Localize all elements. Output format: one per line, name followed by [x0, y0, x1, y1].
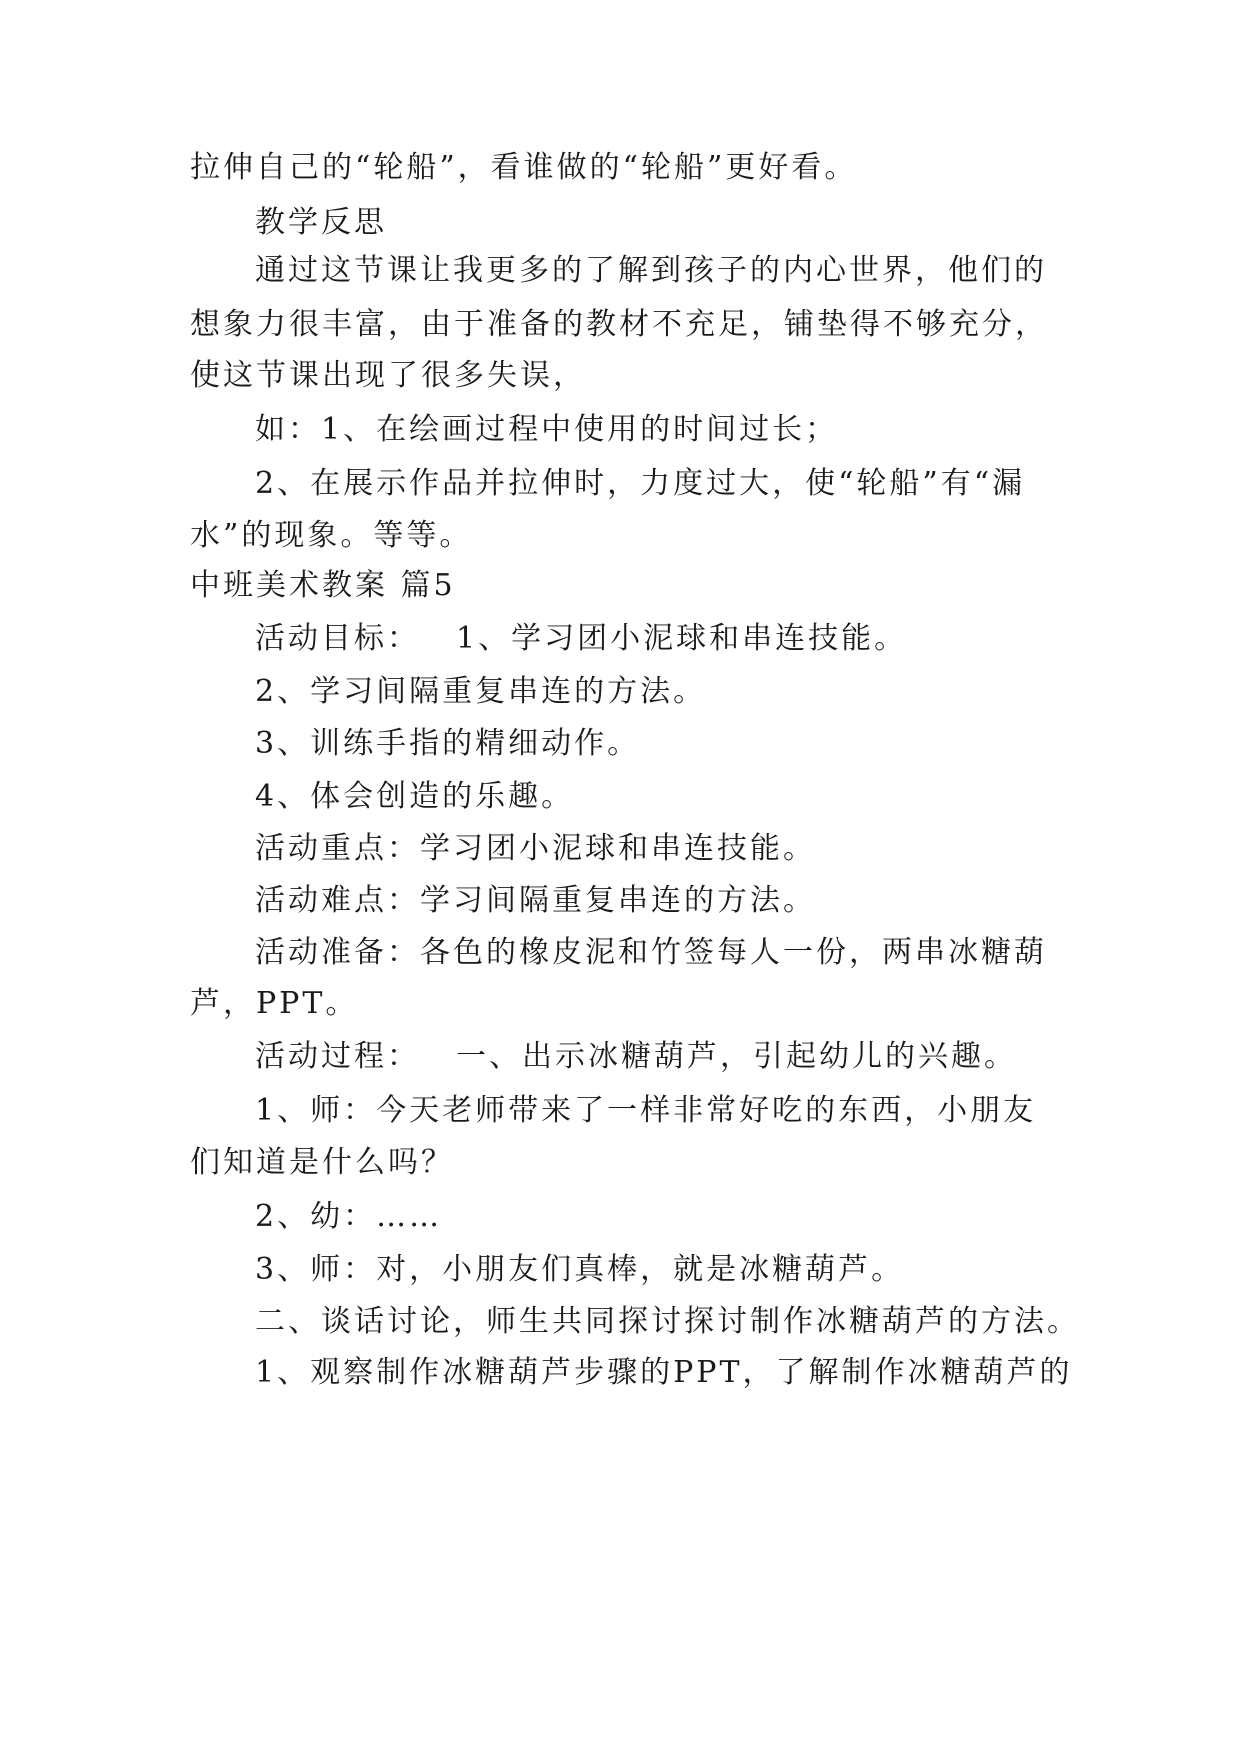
text-line: 水”的现象。等等。	[190, 518, 473, 553]
text-line: 芦，PPT。	[190, 986, 359, 1021]
text-line: 活动准备：各色的橡皮泥和竹签每人一份，两串冰糖葫	[255, 935, 1047, 970]
text-line: 4、体会创造的乐趣。	[255, 779, 575, 814]
text-line: 活动难点：学习间隔重复串连的方法。	[255, 883, 816, 918]
label: 活动过程：	[255, 1039, 420, 1074]
text-line	[255, 619, 1070, 659]
text-line: 3、训练手指的精细动作。	[255, 726, 641, 761]
text: 一、出示冰糖葫芦，引起幼儿的兴趣。	[456, 1039, 1017, 1074]
text-line: 2、幼：……	[255, 1199, 443, 1234]
article-title: 中班美术教案 篇5	[190, 568, 456, 603]
text-line: 通过这节课让我更多的了解到孩子的内心世界，他们的	[255, 253, 1047, 288]
text-line: 二、谈话讨论，师生共同探讨探讨制作冰糖葫芦的方法。	[255, 1304, 1080, 1339]
text-line: 活动重点：学习团小泥球和串连技能。	[255, 831, 816, 866]
text-line	[255, 1037, 1070, 1077]
text-line: 2、在展示作品并拉伸时，力度过大，使“轮船”有“漏	[255, 466, 1026, 501]
text: 1、学习团小泥球和串连技能。	[456, 621, 908, 656]
text-line: 2、学习间隔重复串连的方法。	[255, 674, 707, 709]
text-line: 1、师：今天老师带来了一样非常好吃的东西，小朋友	[255, 1093, 1037, 1128]
text-line: 使这节课出现了很多失误，	[190, 358, 586, 393]
text-line: 想象力很丰富，由于准备的教材不充足，铺垫得不够充分，	[190, 307, 1048, 342]
label: 活动目标：	[255, 621, 420, 656]
section-heading: 教学反思	[255, 205, 387, 240]
text-line: 拉伸自己的“轮船”，看谁做的“轮船”更好看。	[190, 150, 858, 185]
text-line: 3、师：对，小朋友们真棒，就是冰糖葫芦。	[255, 1252, 905, 1287]
text-line: 1、观察制作冰糖葫芦步骤的PPT，了解制作冰糖葫芦的	[255, 1355, 1073, 1390]
text-line: 如：1、在绘画过程中使用的时间过长；	[255, 412, 839, 447]
text-line: 们知道是什么吗？	[190, 1145, 454, 1180]
